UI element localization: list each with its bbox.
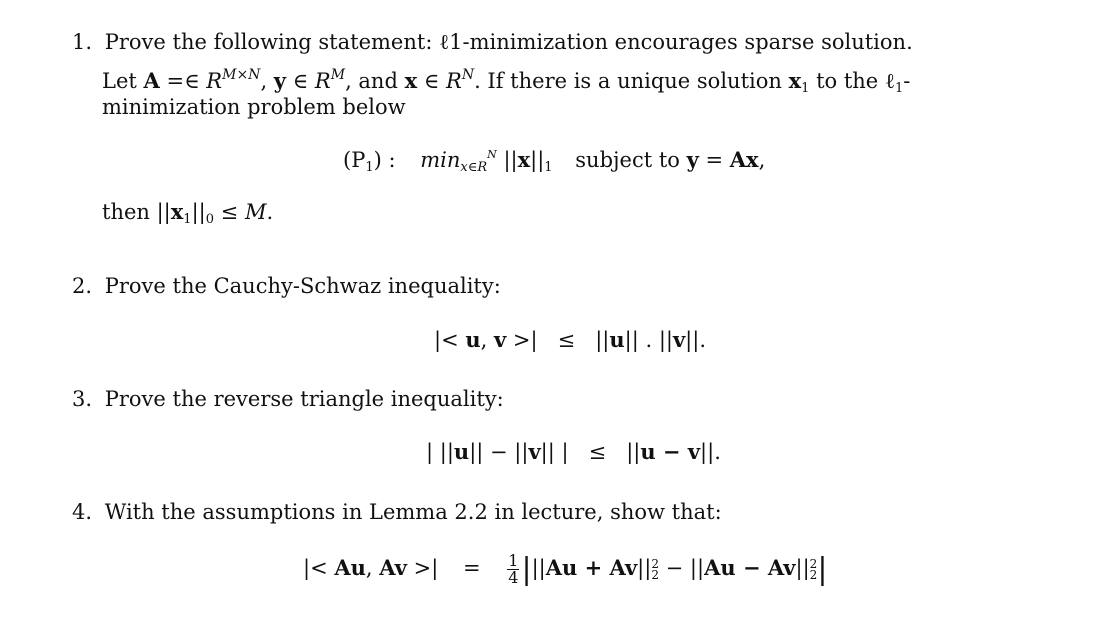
text-hyphen: -	[903, 69, 911, 93]
sub-1-b: 1	[894, 81, 904, 96]
pol-r1-scripts	[651, 559, 659, 581]
rt-open: | ||	[426, 440, 454, 464]
eq-end: ,	[758, 148, 766, 172]
eq-norm-sub: 1	[544, 160, 553, 175]
cs-u2: u	[609, 327, 625, 352]
eq-norm-close: ||	[530, 148, 545, 172]
pol-minus: − ||	[658, 556, 705, 580]
eq-y: y	[686, 147, 699, 172]
text-in: =∈	[159, 69, 207, 93]
then-x: x	[170, 199, 184, 224]
cs-dot: || . ||	[624, 328, 673, 352]
eq-label-end: ) :	[373, 148, 396, 172]
pol-Av: Av	[379, 555, 407, 580]
eq-min: min	[420, 148, 461, 172]
pol-r1-sum: Au + Av	[545, 555, 638, 580]
then-period: .	[266, 200, 274, 224]
text-comma: ,	[260, 69, 274, 93]
then-sub-1: 1	[183, 212, 192, 227]
symbol-y: y	[273, 68, 286, 93]
symbol-R-3: R	[446, 69, 462, 93]
rt-u-minus-v: u − v	[640, 439, 701, 464]
eq-min-sub: x∈R	[460, 160, 488, 175]
rt-end: ||.	[700, 440, 721, 464]
symbol-x1: x	[788, 68, 802, 93]
rt-leq: || | ≤ ||	[540, 440, 641, 464]
symbol-R: R	[206, 69, 223, 93]
rt-v: v	[528, 439, 541, 464]
item-1-conclusion	[102, 201, 273, 226]
pol-r2-sub: 2	[809, 568, 818, 582]
item-4-number: 4.	[72, 500, 93, 524]
pol-r1-sub: 2	[651, 568, 659, 582]
pol-close: >|	[406, 556, 439, 580]
symbol-x: x	[404, 68, 418, 93]
item-2-number: 2.	[72, 274, 93, 298]
then-text: then ||	[102, 200, 171, 224]
eq-equals: =	[698, 148, 730, 172]
pol-frac-num: 1	[508, 551, 519, 570]
then-norm-close: ||	[191, 200, 206, 224]
cs-leq: >| ≤ ||	[506, 328, 610, 352]
cs-u: u	[465, 327, 481, 352]
sup-M: M	[330, 67, 346, 83]
item-1-equation	[343, 149, 765, 174]
eq-Ax: Ax	[729, 147, 759, 172]
item-1-statement-line1	[102, 68, 910, 95]
eq-label: (P	[343, 148, 366, 172]
eq-norm-open: ||	[496, 148, 518, 172]
text-if-unique: . If there is a unique solution	[474, 69, 789, 93]
item-4-title: With the assumptions in Lemma 2.2 in lecture, show that:	[104, 500, 722, 524]
item-2-equation	[434, 329, 706, 351]
symbol-A: A	[143, 68, 160, 93]
eq-norm-x: x	[517, 147, 531, 172]
cs-comma: ,	[480, 328, 494, 352]
cs-v2: v	[672, 327, 686, 352]
item-3-heading	[72, 389, 504, 410]
item-2-heading	[72, 276, 501, 297]
pol-comma: ,	[365, 556, 380, 580]
symbol-R-2: R	[314, 69, 331, 93]
text-and: , and	[345, 69, 405, 93]
item-4-equation	[303, 553, 827, 586]
pol-r1-sup: 2	[651, 557, 659, 572]
pol-Au: Au	[334, 555, 366, 580]
item-4-heading	[72, 502, 722, 523]
pol-r1-open: ||	[531, 556, 546, 580]
item-1-statement-line2: minimization problem below	[102, 95, 406, 119]
then-leq: ≤	[214, 200, 245, 224]
text-in-2: ∈	[286, 69, 315, 93]
item-1-title: Prove the following statement: ℓ1-minimization encourages sparse solution.	[104, 30, 913, 54]
item-1-heading	[72, 32, 913, 53]
pol-r2-sup: 2	[809, 557, 818, 572]
pol-abs-open: |	[521, 552, 532, 587]
item-3-number: 3.	[72, 387, 93, 411]
pol-equals: =	[462, 556, 481, 580]
cs-end: ||.	[685, 328, 706, 352]
rt-minus: || − ||	[469, 440, 529, 464]
then-M: M	[244, 200, 267, 224]
sub-1: 1	[801, 81, 810, 96]
eq-min-sub-sup: N	[487, 148, 497, 161]
eq-label-sub: 1	[365, 160, 374, 175]
text-to-the: to the ℓ	[809, 69, 895, 93]
rt-u: u	[453, 439, 470, 464]
pol-fraction	[507, 553, 519, 586]
item-3-equation	[426, 441, 721, 463]
text-in-3: ∈	[417, 69, 447, 93]
item-1-number: 1.	[72, 30, 93, 54]
then-sub-0: 0	[205, 212, 214, 227]
pol-r1-close: ||	[637, 556, 652, 580]
pol-abs-close: |	[817, 552, 828, 587]
pol-r2-diff: Au − Av	[704, 555, 796, 580]
pol-frac-den: 4	[508, 568, 519, 587]
sup-N: N	[461, 67, 475, 83]
text-let: Let	[102, 69, 144, 93]
pol-r2-close: ||	[795, 556, 810, 580]
sup-MxN: M×N	[222, 67, 261, 83]
item-2-title: Prove the Cauchy-Schwaz inequality:	[104, 274, 501, 298]
item-3-title: Prove the reverse triangle inequality:	[104, 387, 504, 411]
cs-v: v	[494, 327, 507, 352]
cs-open: |<	[434, 328, 466, 352]
pol-open: |<	[303, 556, 335, 580]
eq-subject-to: subject to	[575, 148, 687, 172]
